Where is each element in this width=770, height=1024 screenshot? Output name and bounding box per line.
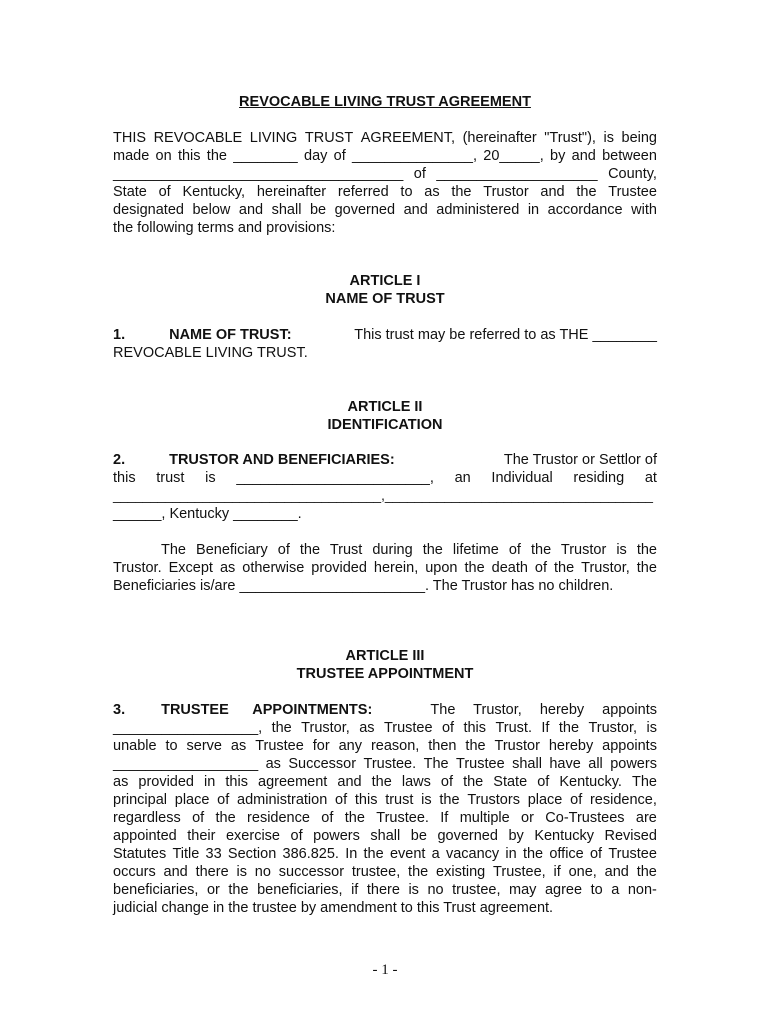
section-3-line (113, 701, 657, 719)
section-3-line: appointed their exercise of powers shall be governed by Kentucky Revised (113, 828, 657, 844)
section-3-line: principal place of administration of this trust is the Trustors place of residence, (113, 792, 657, 808)
beneficiary-line: Beneficiaries is/are _______________________. The Trustor has no children. (113, 578, 614, 594)
intro-line: State of Kentucky, hereinafter referred to as the Trustor and the Trustee (113, 184, 657, 200)
section-3-line: occurs and there is no successor trustee, the existing Trustee, if one, and the (113, 864, 657, 880)
section-2-text: The Trustor or Settlor of (503, 452, 657, 468)
article-1-number: ARTICLE I (349, 273, 421, 289)
section-1-line (113, 326, 657, 344)
section-2-line (113, 451, 657, 469)
article-1-name: NAME OF TRUST (325, 291, 445, 307)
section-3-title: TRUSTEE APPOINTMENTS: (161, 702, 373, 718)
beneficiary-paragraph (113, 541, 657, 595)
intro-line: made on this the ________ day of _______________, 20_____, by and between (113, 148, 657, 164)
section-2-paragraph (113, 451, 657, 523)
section-2-line: this trust is ________________________, an Individual residing at (113, 470, 657, 486)
intro-line: the following terms and provisions: (113, 220, 336, 236)
section-3-line: beneficiaries, or the beneficiaries, if there is no trustee, may agree to a non- (113, 882, 657, 898)
section-1-text: This trust may be referred to as THE ________ (354, 327, 657, 343)
document-title: REVOCABLE LIVING TRUST AGREEMENT (239, 94, 531, 110)
section-3-text: The Trustor, hereby appoints (430, 702, 657, 718)
beneficiary-line: Trustor. Except as otherwise provided herein, upon the death of the Trustor, the (113, 560, 657, 576)
section-3-line: __________________ as Successor Trustee. The Trustee shall have all powers (113, 756, 657, 772)
section-3-lead (113, 701, 372, 719)
section-1-title: NAME OF TRUST: (169, 327, 292, 343)
section-2-title: TRUSTOR AND BENEFICIARIES: (169, 452, 395, 468)
section-1-number: 1. (113, 327, 126, 343)
intro-line: THIS REVOCABLE LIVING TRUST AGREEMENT, (hereinafter "Trust"), is being (113, 130, 657, 146)
intro-line: ____________________________________ of ____________________ County, (113, 166, 657, 182)
section-1-line: REVOCABLE LIVING TRUST. (113, 345, 308, 361)
section-3-line: judicial change in the trustee by amendment to this Trust agreement. (113, 900, 554, 916)
section-2-lead (113, 451, 395, 469)
section-3-line: unable to serve as Trustee for any reason, then the Trustor hereby appoints (113, 738, 657, 754)
section-3-paragraph (113, 701, 657, 917)
page-number: - 1 - (372, 962, 398, 978)
article-2-name: IDENTIFICATION (327, 417, 443, 433)
section-3-line: Statutes Title 33 Section 386.825. In the event a vacancy in the office of Trustee (113, 846, 657, 862)
section-1-lead (113, 326, 292, 344)
article-3-number: ARTICLE III (345, 648, 425, 664)
section-3-line: __________________, the Trustor, as Trustee of this Trust. If the Trustor, is (113, 720, 657, 736)
intro-line: designated below and shall be governed and administered in accordance with (113, 202, 657, 218)
beneficiary-first-line: The Beneficiary of the Trust during the lifetime of the Trustor is the (161, 542, 657, 558)
section-3-line: regardless of the residence of the Trustee. If multiple or Co-Trustees are (113, 810, 657, 826)
beneficiary-line (113, 541, 657, 559)
section-3-line: as provided in this agreement and the laws of the State of Kentucky. The (113, 774, 657, 790)
section-3-number: 3. (113, 702, 126, 718)
section-2-line: ____________________________________,____________________________________ (113, 488, 653, 503)
section-1-paragraph (113, 326, 657, 362)
article-2-number: ARTICLE II (347, 399, 423, 415)
article-3-name: TRUSTEE APPOINTMENT (296, 666, 474, 682)
section-2-line: ______, Kentucky ________. (113, 506, 302, 522)
intro-paragraph (113, 129, 657, 237)
section-2-number: 2. (113, 452, 126, 468)
